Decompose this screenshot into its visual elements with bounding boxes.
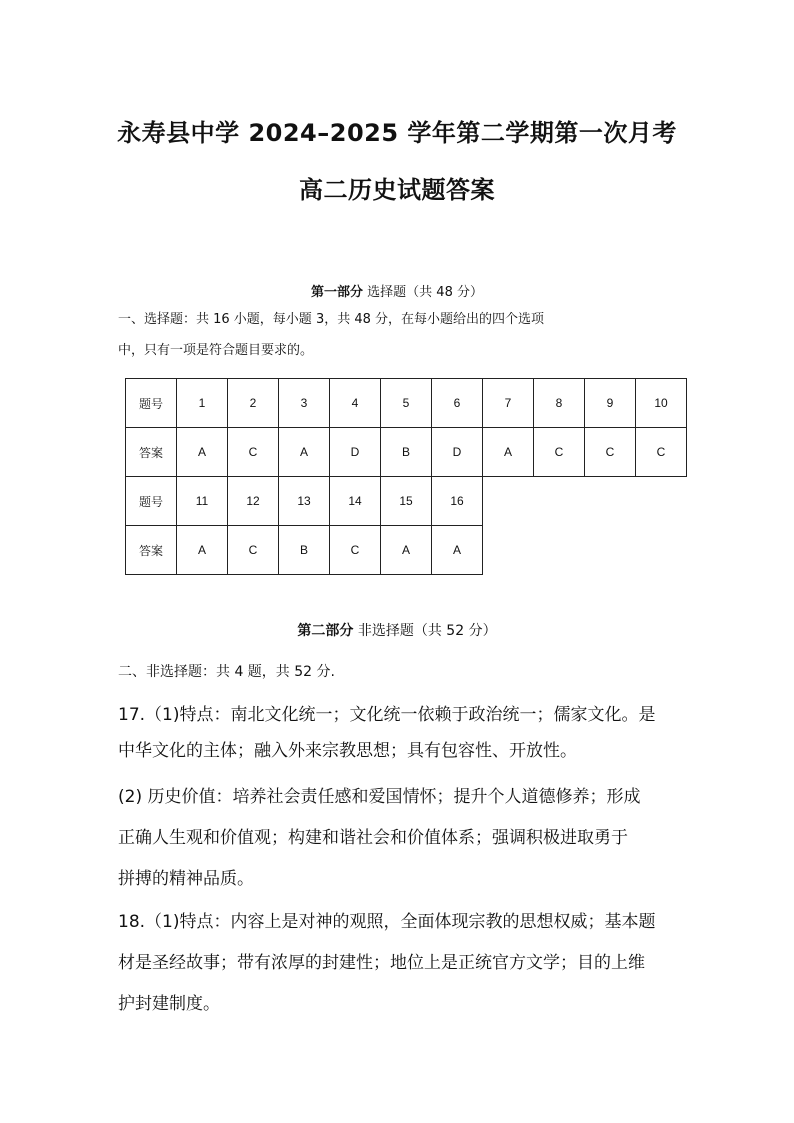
answer-table-row2	[125, 477, 483, 575]
question-number-row	[126, 379, 687, 428]
answer-table-row1	[125, 378, 687, 477]
q-number-cell: 4	[330, 379, 381, 428]
answer-row	[126, 428, 687, 477]
q-number-cell: 5	[381, 379, 432, 428]
answer-cell: A	[279, 428, 330, 477]
answer-cell: A	[432, 526, 483, 575]
q18-line: 护封建制度。	[118, 994, 220, 1014]
part2-instruction: 二、非选择题：共 4 题，共 52 分.	[118, 664, 335, 680]
q-number-cell: 7	[483, 379, 534, 428]
part2-heading	[0, 620, 794, 640]
answer-row	[126, 526, 483, 575]
part1-heading-bold: 第一部分	[311, 285, 364, 300]
q-number-cell: 9	[585, 379, 636, 428]
q-number-cell: 14	[330, 477, 381, 526]
q-number-cell: 2	[228, 379, 279, 428]
q-label-cell: 题号	[126, 379, 177, 428]
q18-line: 材是圣经故事；带有浓厚的封建性；地位上是正统官方文学；目的上维	[118, 953, 645, 973]
answer-cell: C	[534, 428, 585, 477]
exam-title: 永寿县中学 2024–2025 学年第二学期第一次月考	[117, 119, 677, 147]
q17-line: 中华文化的主体；融入外来宗教思想；具有包容性、开放性。	[118, 741, 577, 761]
question-number-row	[126, 477, 483, 526]
answer-cell: B	[279, 526, 330, 575]
q18-line: 18.（1)特点：内容上是对神的观照，全面体现宗教的思想权威；基本题	[118, 912, 656, 932]
q-number-cell: 8	[534, 379, 585, 428]
q-number-cell: 1	[177, 379, 228, 428]
q-number-cell: 16	[432, 477, 483, 526]
q-number-cell: 13	[279, 477, 330, 526]
q-number-cell: 6	[432, 379, 483, 428]
answer-cell: A	[381, 526, 432, 575]
exam-subtitle: 高二历史试题答案	[299, 176, 495, 204]
answer-cell: C	[228, 526, 279, 575]
answer-cell: C	[228, 428, 279, 477]
answer-cell: C	[585, 428, 636, 477]
answer-cell: B	[381, 428, 432, 477]
answer-cell: A	[483, 428, 534, 477]
q17-line: (2) 历史价值：培养社会责任感和爱国情怀；提升个人道德修养；形成	[118, 787, 641, 807]
q-number-cell: 11	[177, 477, 228, 526]
part1-heading	[0, 281, 794, 300]
q17-line: 正确人生观和价值观；构建和谐社会和价值体系；强调积极进取勇于	[118, 828, 628, 848]
q-number-cell: 12	[228, 477, 279, 526]
part1-instruction-line1: 一、选择题：共 16 小题，每小题 3，共 48 分，在每小题给出的四个选项	[118, 312, 545, 327]
answer-cell: A	[177, 428, 228, 477]
answer-cell: D	[330, 428, 381, 477]
answer-cell: C	[636, 428, 687, 477]
part1-instruction-line2: 中，只有一项是符合题目要求的。	[118, 343, 314, 358]
part2-heading-rest: 非选择题（共 52 分）	[353, 623, 497, 639]
a-label-cell: 答案	[126, 428, 177, 477]
q-number-cell: 15	[381, 477, 432, 526]
q17-line: 17.（1)特点：南北文化统一；文化统一依赖于政治统一；儒家文化。是	[118, 705, 656, 725]
answer-cell: D	[432, 428, 483, 477]
q-label-cell: 题号	[126, 477, 177, 526]
part1-heading-rest: 选择题（共 48 分）	[363, 285, 483, 300]
a-label-cell: 答案	[126, 526, 177, 575]
q-number-cell: 3	[279, 379, 330, 428]
answer-cell: A	[177, 526, 228, 575]
q17-line: 拼搏的精神品质。	[118, 869, 254, 889]
part2-heading-bold: 第二部分	[297, 623, 354, 639]
answer-cell: C	[330, 526, 381, 575]
q-number-cell: 10	[636, 379, 687, 428]
